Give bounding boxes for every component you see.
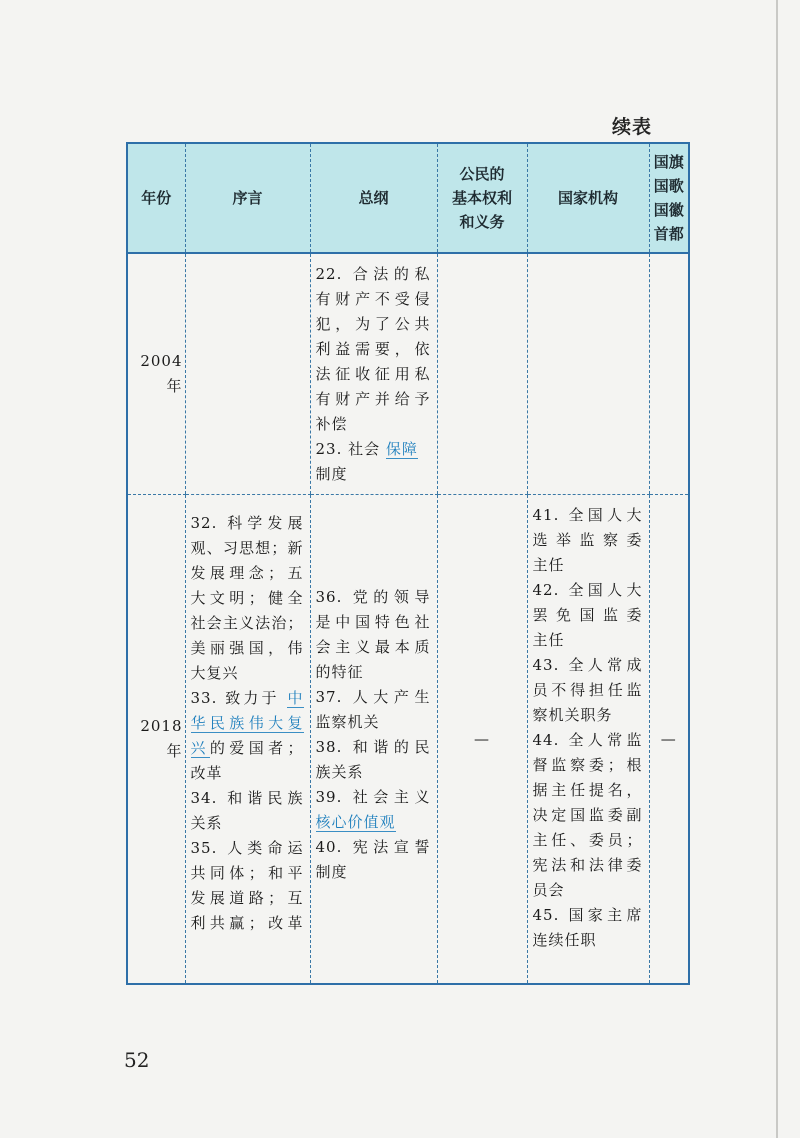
preface-cell: 32. 科学发展 观、习思想；新 发展理念；五 大文明；健全 社会主义法治； 美丽强国，伟 大复兴 33. 致力于 中 华民族伟大复 兴的爱国者； 改革 34. 和谐民族 关系 35. 人类命运 共同体；和平 发展道路；互 利共赢；改革 xyxy=(185,495,310,985)
flag-cell: — xyxy=(649,495,689,985)
header-flag-anthem-emblem-capital: 国旗 国歌 国徽 首都 xyxy=(649,143,689,253)
page-number: 52 xyxy=(124,1048,150,1072)
header-preface: 序言 xyxy=(185,143,310,253)
highlighted-term: 核心价值观 xyxy=(315,813,396,831)
table-header-row xyxy=(127,143,689,253)
header-state-organs: 国家机构 xyxy=(527,143,649,253)
organs-cell: 41. 全国人大 选举监察委 主任 42. 全国人大 罢免国监委 主任 43. 全人常成 员不得担任监 察机关职务 44. 全人常监 督监察委；根 据主任提名， 决定国监委副 主任、委员； 宪法和法律委 员会 45. 国家主席 连续任职 xyxy=(527,495,649,985)
table-row-2004 xyxy=(127,253,689,495)
header-rights: 公民的 基本权利 和义务 xyxy=(437,143,527,253)
header-general: 总纲 xyxy=(310,143,437,253)
table-row-2018 xyxy=(127,495,689,985)
highlighted-term: 华民族伟大复 xyxy=(190,714,304,732)
header-year: 年份 xyxy=(127,143,185,253)
continued-label: 续表 xyxy=(612,116,653,138)
general-cell: 36. 党的领导 是中国特色社 会主义最本质 的特征 37. 人大产生 监察机关 38. 和谐的民 族关系 39. 社会主义 核心价值观 40. 宪法宣誓 制度 xyxy=(310,495,437,985)
year-cell: 2004 年 xyxy=(127,253,185,495)
page-edge xyxy=(776,0,778,1138)
year-cell: 2018 年 xyxy=(140,717,183,760)
highlighted-term: 保障 xyxy=(385,440,418,458)
highlighted-term: 兴 xyxy=(190,739,210,757)
general-cell: 22. 合法的私 有财产不受侵 犯，为了公共 利益需要，依 法征收征用私 有财产并给予 补偿 23. 社会 保障 制度 xyxy=(310,253,437,495)
constitution-amendments-table xyxy=(126,142,690,985)
rights-cell xyxy=(437,253,527,495)
flag-cell xyxy=(649,253,689,495)
organs-cell xyxy=(527,253,649,495)
preface-cell xyxy=(185,253,310,495)
rights-cell: — xyxy=(437,495,527,985)
highlighted-term: 中 xyxy=(287,689,304,707)
